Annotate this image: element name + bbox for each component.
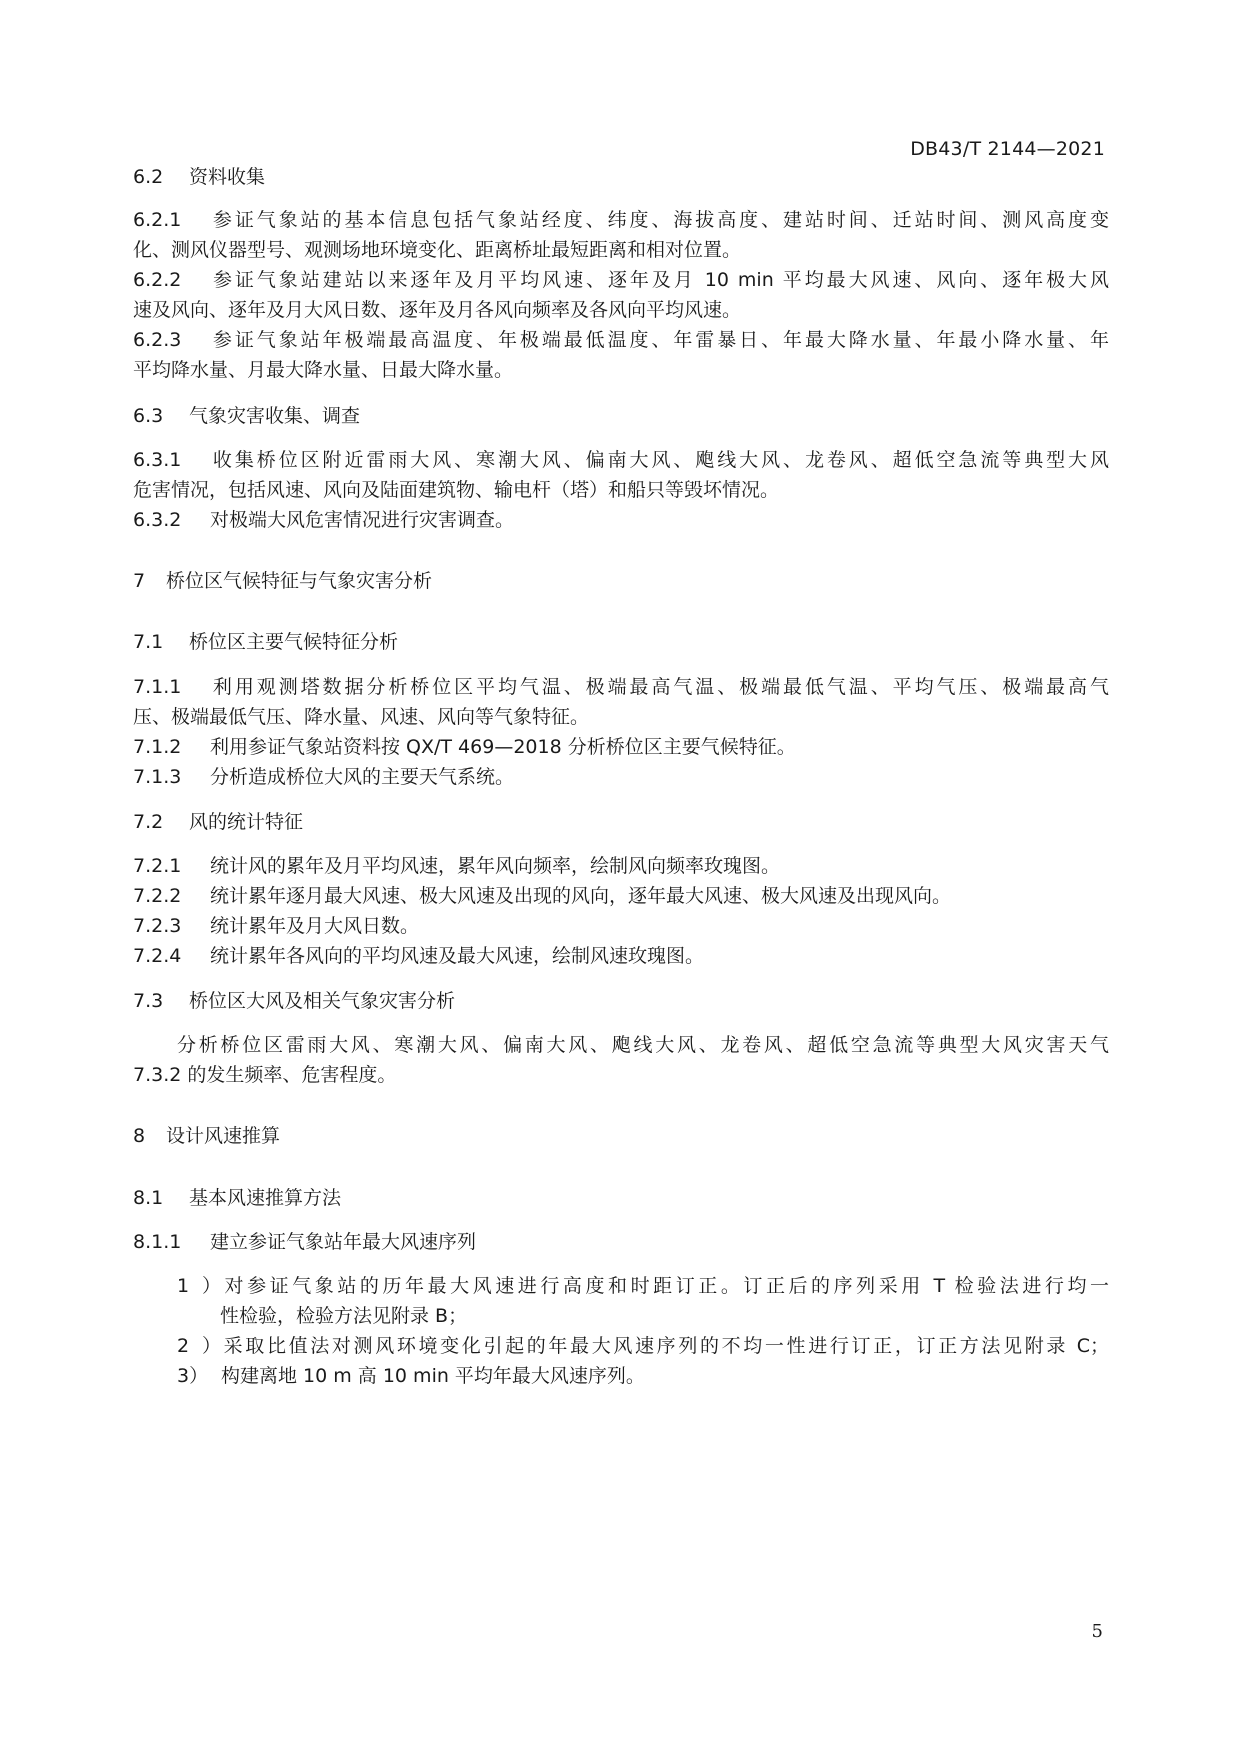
clause-number: 7.2.1 [133,855,182,877]
section-heading-7-2 [133,808,1109,836]
clause-number: 7.2.2 [133,885,182,907]
chapter-title: 桥位区气候特征与气象灾害分析 [166,570,433,592]
clause-text: 统计风的累年及月平均风速，累年风向频率，绘制风向频率玫瑰图。 [210,855,781,877]
list-marker: 1） [177,1275,221,1297]
section-title: 桥位区主要气候特征分析 [189,631,399,653]
clause-number: 6.3.2 [133,509,182,531]
clause-number: 6.3.1 [133,449,182,471]
clause-text: 参证气象站的基本信息包括气象站经度、纬度、海拔高度、建站时间、迁站时间、测风高度变 [210,209,1109,231]
clause-text: 统计累年逐月最大风速、极大风速及出现的风向，逐年最大风速、极大风速及出现风向。 [210,885,952,907]
list-item-text: 构建离地 10 m 高 10 min 平均年最大风速序列。 [221,1365,645,1387]
list-item-1-line1 [133,1272,1109,1300]
section-number: 7.1 [133,631,164,653]
list-item-text: 采取比值法对测风环境变化引起的年最大风速序列的不均一性进行订正，订正方法见附录 C； [221,1335,1109,1357]
document-code: DB43/T 2144—2021 [910,138,1105,160]
clause-text: 分析造成桥位大风的主要天气系统。 [210,766,515,788]
clause-number: 7.2.4 [133,945,182,967]
clause-number: 6.2.3 [133,329,182,351]
clause-text: 参证气象站年极端最高温度、年极端最低温度、年雷暴日、年最大降水量、年最小降水量、年 [210,329,1109,351]
clause-number: 6.2.2 [133,269,182,291]
clause-7-1-2 [133,733,1109,761]
section-heading-6-3 [133,402,1109,430]
subsection-heading-8-1-1 [133,1228,1109,1256]
chapter-heading-8 [133,1122,1109,1150]
section-heading-6-2 [133,163,1109,191]
section-number: 6.3 [133,405,164,427]
list-item-2 [133,1332,1109,1360]
list-item-1-line2: 性检验，检验方法见附录 B； [220,1305,468,1327]
clause-7-2-2 [133,882,1109,910]
paragraph-7-3-line1: 分析桥位区雷雨大风、寒潮大风、偏南大风、飑线大风、龙卷风、超低空急流等典型大风灾害天气 [177,1034,1109,1056]
clause-text: 利用观测塔数据分析桥位区平均气温、极端最高气温、极端最低气温、平均气压、极端最高气 [210,676,1109,698]
clause-text: 利用参证气象站资料按 QX/T 469—2018 分析桥位区主要气候特征。 [210,736,796,758]
list-marker: 3） [177,1365,209,1387]
clause-7-2-3 [133,912,1109,940]
clause-6-3-2 [133,506,1109,534]
section-number: 8.1 [133,1187,164,1209]
clause-text: 统计累年及月大风日数。 [210,915,420,937]
clause-7-1-3 [133,763,1109,791]
subsection-number: 8.1.1 [133,1231,182,1253]
clause-number: 7.1.3 [133,766,182,788]
clause-6-2-2-line2: 速及风向、逐年及月大风日数、逐年及月各风向频率及各风向平均风速。 [133,299,742,321]
clause-text: 统计累年各风向的平均风速及最大风速，绘制风速玫瑰图。 [210,945,705,967]
clause-7-2-1 [133,852,1109,880]
section-number: 7.3 [133,990,164,1012]
section-title: 资料收集 [189,166,266,188]
section-heading-8-1 [133,1184,1109,1212]
clause-7-2-4 [133,942,1109,970]
clause-text: 收集桥位区附近雷雨大风、寒潮大风、偏南大风、飑线大风、龙卷风、超低空急流等典型大风 [210,449,1109,471]
chapter-heading-7 [133,567,1109,595]
section-number: 7.2 [133,811,164,833]
section-title: 风的统计特征 [189,811,304,833]
clause-6-2-3-line2: 平均降水量、月最大降水量、日最大降水量。 [133,359,514,381]
clause-6-2-1-line1 [133,206,1109,234]
page-number: 5 [1091,1621,1103,1642]
clause-6-2-2-line1 [133,266,1109,294]
clause-text: 对极端大风危害情况进行灾害调查。 [210,509,515,531]
clause-6-2-3-line1 [133,326,1109,354]
clause-7-1-1-line2: 压、极端最低气压、降水量、风速、风向等气象特征。 [133,706,590,728]
clause-number: 7.1.1 [133,676,182,698]
clause-number: 7.2.3 [133,915,182,937]
list-item-text: 对参证气象站的历年最大风速进行高度和时距订正。订正后的序列采用 T 检验法进行均一 [221,1275,1109,1297]
clause-number: 6.2.1 [133,209,182,231]
section-title: 桥位区大风及相关气象灾害分析 [189,990,456,1012]
clause-7-1-1-line1 [133,673,1109,701]
clause-text: 参证气象站建站以来逐年及月平均风速、逐年及月 10 min 平均最大风速、风向、逐年极大风 [210,269,1109,291]
paragraph-7-3-line2: 7.3.2 的发生频率、危害程度。 [133,1064,397,1086]
list-marker: 2） [177,1335,221,1357]
section-title: 气象灾害收集、调查 [189,405,361,427]
section-heading-7-3 [133,987,1109,1015]
list-item-3 [133,1362,1153,1390]
clause-6-3-1-line1 [133,446,1109,474]
section-heading-7-1 [133,628,1109,656]
section-title: 基本风速推算方法 [189,1187,342,1209]
clause-6-3-1-line2: 危害情况，包括风速、风向及陆面建筑物、输电杆（塔）和船只等毁坏情况。 [133,479,780,501]
clause-6-2-1-line2: 化、测风仪器型号、观测场地环境变化、距离桥址最短距离和相对位置。 [133,239,742,261]
chapter-number: 7 [133,570,146,592]
chapter-title: 设计风速推算 [166,1125,281,1147]
clause-number: 7.1.2 [133,736,182,758]
subsection-title: 建立参证气象站年最大风速序列 [210,1231,477,1253]
section-number: 6.2 [133,166,164,188]
chapter-number: 8 [133,1125,146,1147]
